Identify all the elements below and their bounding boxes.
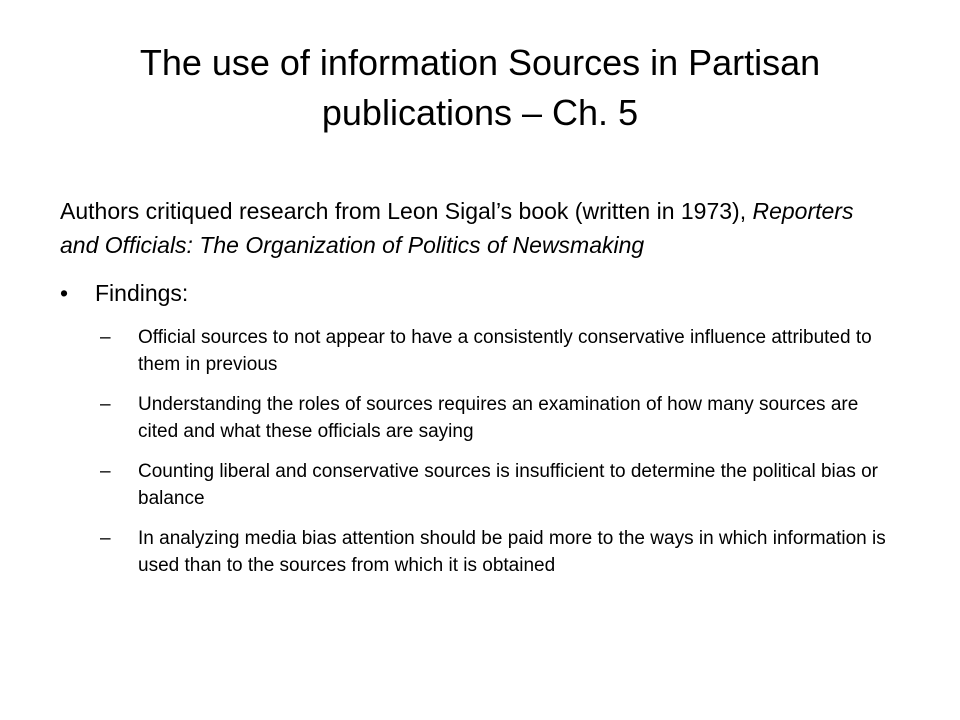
slide-title xyxy=(60,38,900,138)
title-line-2: publications – Ch. 5 xyxy=(321,92,639,133)
finding-item xyxy=(60,525,890,579)
intro-text: Authors critiqued research from Leon Sigal’s book (written in 1973), xyxy=(60,198,753,224)
finding-text: Understanding the roles of sources requires an examination of how many sources are cited and what these officials are saying xyxy=(138,394,859,442)
dash-icon: – xyxy=(100,528,111,549)
finding-text: In analyzing media bias attention should be paid more to the ways in which information is used than to the sources from which it is obtained xyxy=(138,528,886,576)
findings-label: Findings: xyxy=(95,280,189,306)
finding-item xyxy=(60,458,890,512)
finding-item xyxy=(60,391,890,445)
dash-icon: – xyxy=(100,394,111,415)
intro-paragraph xyxy=(60,194,890,262)
title-line-1: The use of information Sources in Partisan xyxy=(139,42,821,83)
findings-list xyxy=(60,324,890,579)
dash-icon: – xyxy=(100,461,111,482)
book-title: Reporters and Officials: The Organization of Politics of Newsmaking xyxy=(60,198,854,258)
bullet-icon: • xyxy=(60,280,69,306)
dash-icon: – xyxy=(100,327,111,348)
finding-item xyxy=(60,324,890,378)
finding-text: Official sources to not appear to have a consistently conservative influence attributed to them in previous xyxy=(138,327,872,375)
findings-bullet xyxy=(60,276,890,310)
slide-body xyxy=(60,194,890,592)
finding-text: Counting liberal and conservative sources is insufficient to determine the political bias or balance xyxy=(138,461,878,509)
